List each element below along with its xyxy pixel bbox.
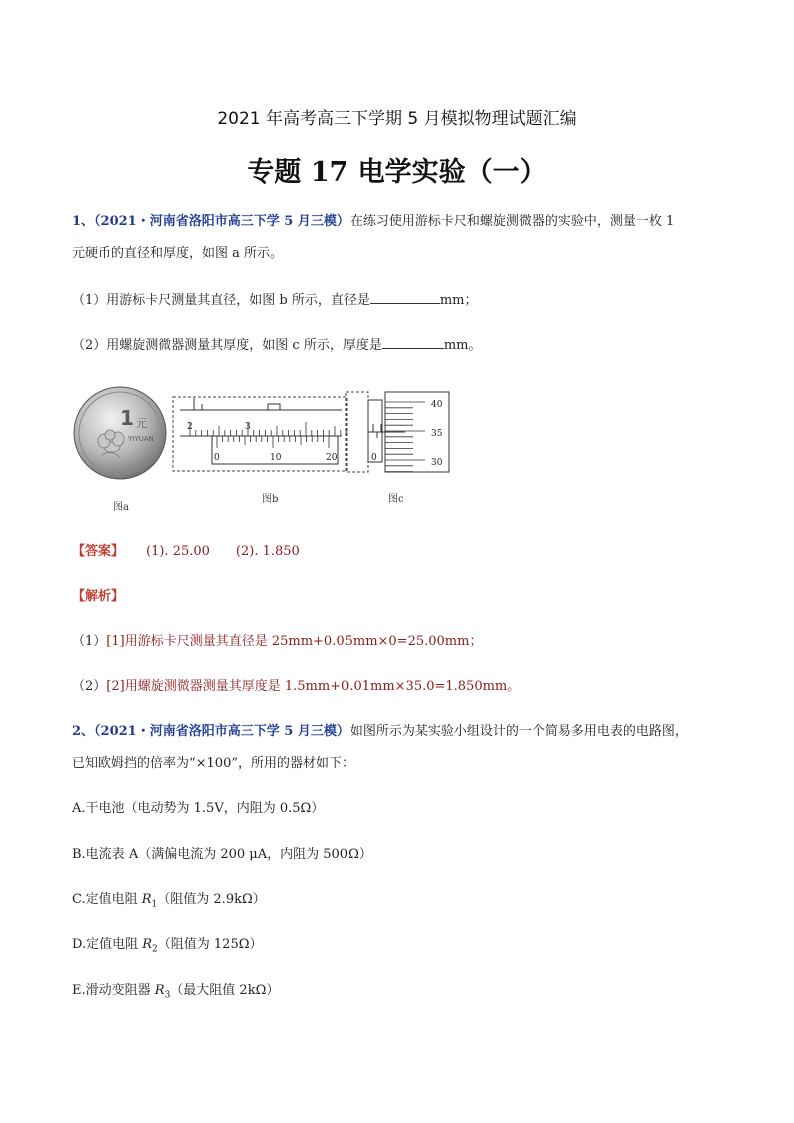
q2-item-e-value: （最大阻值 2kΩ） xyxy=(170,983,280,998)
q2-item-b: B.电流表 A（满偏电流为 200 μA，内阻为 500Ω） xyxy=(72,847,372,862)
figure-b-caption: 图b xyxy=(262,494,279,505)
q2-number: 2、 xyxy=(72,724,95,739)
q2-source: （2021・河南省洛阳市高三下学 5 月三模） xyxy=(94,724,350,739)
answer-label: 【答案】 xyxy=(72,544,125,559)
thimble-label-35: 35 xyxy=(431,429,443,439)
analysis-1-text: [1]用游标卡尺测量其直径是 25mm+0.05mm×0=25.00mm； xyxy=(106,634,483,649)
q2-item-d-text: D.定值电阻 xyxy=(72,937,143,952)
q2-item-d-var: R xyxy=(142,937,153,952)
q1-sub1-blank xyxy=(370,290,440,304)
q1-sub2-text: （2）用螺旋测微器测量其厚度，如图 c 所示，厚度是 xyxy=(72,338,382,353)
caliper-vernier-label-10: 10 xyxy=(270,453,282,463)
q2-stem xyxy=(72,722,722,742)
q2-item-e xyxy=(72,981,722,1006)
answer-1: (1). 25.00 xyxy=(146,544,210,559)
q2-item-c-sub: 1 xyxy=(151,899,158,910)
q1-sub1-text: （1）用游标卡尺测量其直径，如图 b 所示，直径是 xyxy=(72,293,370,308)
q1-sub1-unit: mm； xyxy=(439,293,478,308)
q2-item-e-var: R xyxy=(154,983,165,998)
caliper-main-label-3: 3 xyxy=(245,422,251,432)
analysis-1-prefix: （1） xyxy=(72,634,107,649)
q2-item-c xyxy=(72,890,722,915)
thimble-label-30: 30 xyxy=(431,458,443,468)
caliper-vernier-label-0: 0 xyxy=(214,453,220,463)
coin-char: 元 xyxy=(136,417,147,430)
analysis-2-text: [2]用螺旋测微器测量其厚度是 1.5mm+0.01mm×35.0=1.850mm。 xyxy=(106,679,521,694)
q1-analysis-label xyxy=(72,587,722,607)
q1-sub2-blank xyxy=(382,335,444,349)
collection-title: 2021 年高考高三下学期 5 月模拟物理试题汇编 xyxy=(217,109,577,129)
q1-source: （2021・河南省洛阳市高三下学 5 月三模） xyxy=(94,214,350,229)
q2-item-d xyxy=(72,935,722,960)
analysis-label: 【解析】 xyxy=(72,589,125,604)
q2-item-d-sub: 2 xyxy=(152,944,158,955)
q2-text-a: 如图所示为某实验小组设计的一个简易多用电表的电路图， xyxy=(349,724,688,739)
q2-item-d-value: （阻值为 125Ω） xyxy=(157,937,263,952)
q1-sub2-unit: mm。 xyxy=(443,338,482,353)
q2-item-e-sub: 3 xyxy=(164,990,171,1001)
coin-figure xyxy=(72,385,168,481)
thimble-label-40: 40 xyxy=(431,400,443,410)
q1-number: 1、 xyxy=(72,214,95,229)
caliper-main-label-2: 2 xyxy=(187,422,193,432)
coin-digit: 1 xyxy=(120,406,134,430)
caliper-vernier-label-20: 20 xyxy=(326,453,338,463)
q2-item-e-text: E.滑动变阻器 xyxy=(72,983,155,998)
q1-analysis-1 xyxy=(72,632,722,652)
q2-item-c-var: R xyxy=(141,892,152,907)
q1-analysis-2 xyxy=(72,677,722,697)
q1-text-a: 在练习使用游标卡尺和螺旋测微器的实验中，测量一枚 1 xyxy=(349,214,675,229)
micrometer-sleeve-label: 0 xyxy=(371,453,377,463)
answer-2: (2). 1.850 xyxy=(235,544,300,559)
q1-sub1 xyxy=(72,290,722,311)
q1-sub2 xyxy=(72,335,722,356)
figure-a-caption: 图a xyxy=(113,502,129,513)
analysis-2-prefix: （2） xyxy=(72,679,107,694)
figure-c-caption: 图c xyxy=(388,494,404,505)
q2-item-a: A.干电池（电动势为 1.5V，内阻为 0.5Ω） xyxy=(72,801,325,816)
q2-text-b: 已知欧姆挡的倍率为“×100”，所用的器材如下： xyxy=(72,756,355,771)
q2-item-c-value: （阻值为 2.9kΩ） xyxy=(157,892,266,907)
micrometer-figure xyxy=(345,390,450,474)
q1-answer xyxy=(72,542,722,562)
coin-text: YIYUAN xyxy=(128,435,154,443)
q2-item-c-text: C.定值电阻 xyxy=(72,892,142,907)
q1-text-b: 元硬币的直径和厚度，如图 a 所示。 xyxy=(72,246,284,261)
vernier-caliper-figure xyxy=(172,396,348,472)
topic-title: 专题 17 电学实验（一） xyxy=(247,157,547,188)
q1-stem xyxy=(72,212,722,232)
